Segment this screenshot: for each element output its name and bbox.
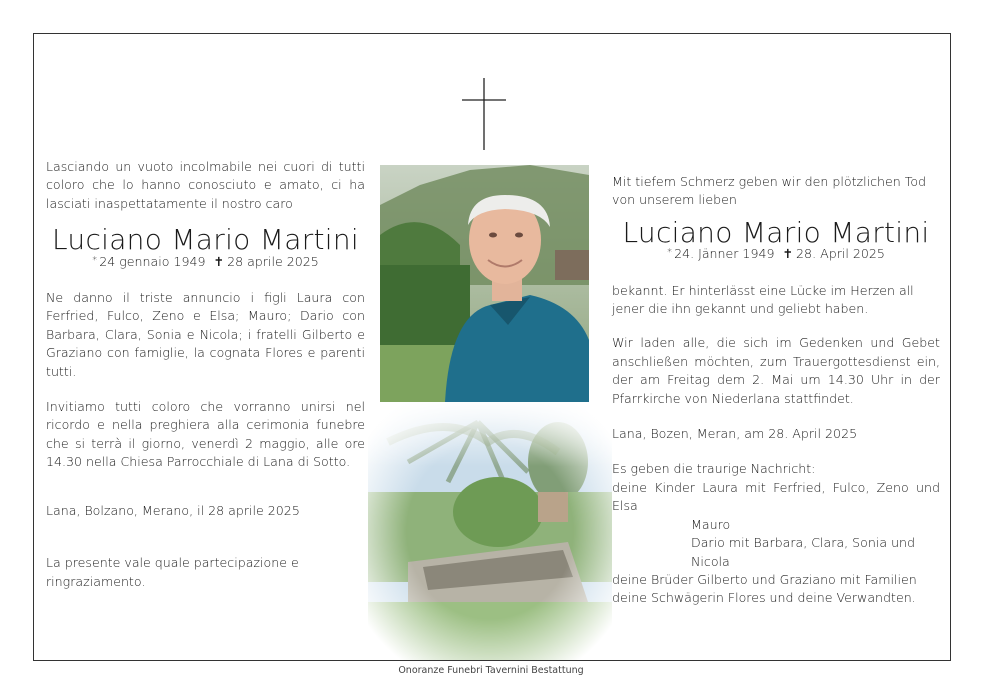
italian-family-paragraph: Ne danno il triste annuncio i figli Laura con Ferfried, Fulco, Zeno e Elsa; Mauro; Dario con Barbara, Clara, Sonia e Nicola; i fratelli Gilberto e Graziano con famiglie, la cognata Flores e parenti tutti. <box>46 290 365 379</box>
garden-photo <box>368 402 612 660</box>
death-date-german: 28. April 2025 <box>796 246 885 262</box>
german-family-line: Dario mit Barbara, Clara, Sonia und Nicola <box>691 535 916 569</box>
german-family-line: deine Kinder Laura mit Ferfried, Fulco, Zeno und Elsa <box>612 479 940 514</box>
birth-symbol: * <box>92 254 98 266</box>
funeral-home-footer: Onoranze Funebri Tavernini Bestattung <box>398 665 584 676</box>
german-announce: Es geben die traurige Nachricht: <box>612 461 816 477</box>
german-family-line: deine Brüder Gilberto und Graziano mit Familien <box>612 571 917 587</box>
italian-ceremony-paragraph: Invitiamo tutti coloro che vorranno unirsi nel ricordo e nella preghiera alla cerimonia funebre che si terrà il giorno, venerdì 2 maggio, alle ore 14.30 nella Chiesa Parrocchiale di Lana di Sotto. <box>46 399 365 470</box>
german-family-line: Mauro <box>691 516 731 532</box>
german-column <box>612 173 940 608</box>
italian-place-date: Lana, Bolzano, Merano, il 28 aprile 2025 <box>46 502 300 518</box>
life-dates-italian <box>46 252 365 271</box>
death-cross-symbol: ✝ <box>782 246 794 262</box>
birth-date-german: 24. Jänner 1949 <box>674 246 775 262</box>
italian-closing: La presente vale quale partecipazione e ringraziamento. <box>46 555 299 589</box>
deceased-name-german: Luciano Mario Martini <box>622 215 930 249</box>
death-cross-symbol: ✝ <box>213 253 225 269</box>
german-intro: Mit tiefem Schmerz geben wir den plötzlichen Tod von unserem lieben <box>612 174 927 208</box>
german-para-bekannt: bekannt. Er hinterlässt eine Lücke im Herzen all jener die ihn gekannt und geliebt haben. <box>612 282 914 317</box>
birth-date-italian: 24 gennaio 1949 <box>99 253 206 269</box>
german-place-date: Lana, Bozen, Meran, am 28. April 2025 <box>612 426 858 442</box>
portrait-photo <box>380 165 589 402</box>
death-date-italian: 28 aprile 2025 <box>227 253 319 269</box>
deceased-name-italian: Luciano Mario Martini <box>51 223 359 257</box>
german-family-line: deine Schwägerin Flores und deine Verwandten. <box>612 590 916 606</box>
italian-intro: Lasciando un vuoto incolmabile nei cuori di tutti coloro che lo hanno conosciuto e amato, ci ha lasciati inaspettatamente il nostro caro <box>46 159 365 211</box>
cross-icon <box>462 78 506 150</box>
italian-column <box>46 158 365 591</box>
birth-symbol: * <box>667 247 673 259</box>
german-ceremony-paragraph: Wir laden alle, die sich im Gedenken und Gebet anschließen möchten, zum Trauergottesdienst ein, der am Freitag dem 2. Mai um 14.30 Uhr in der Pfarrkirche von Niederlana stattfindet. <box>612 335 940 406</box>
